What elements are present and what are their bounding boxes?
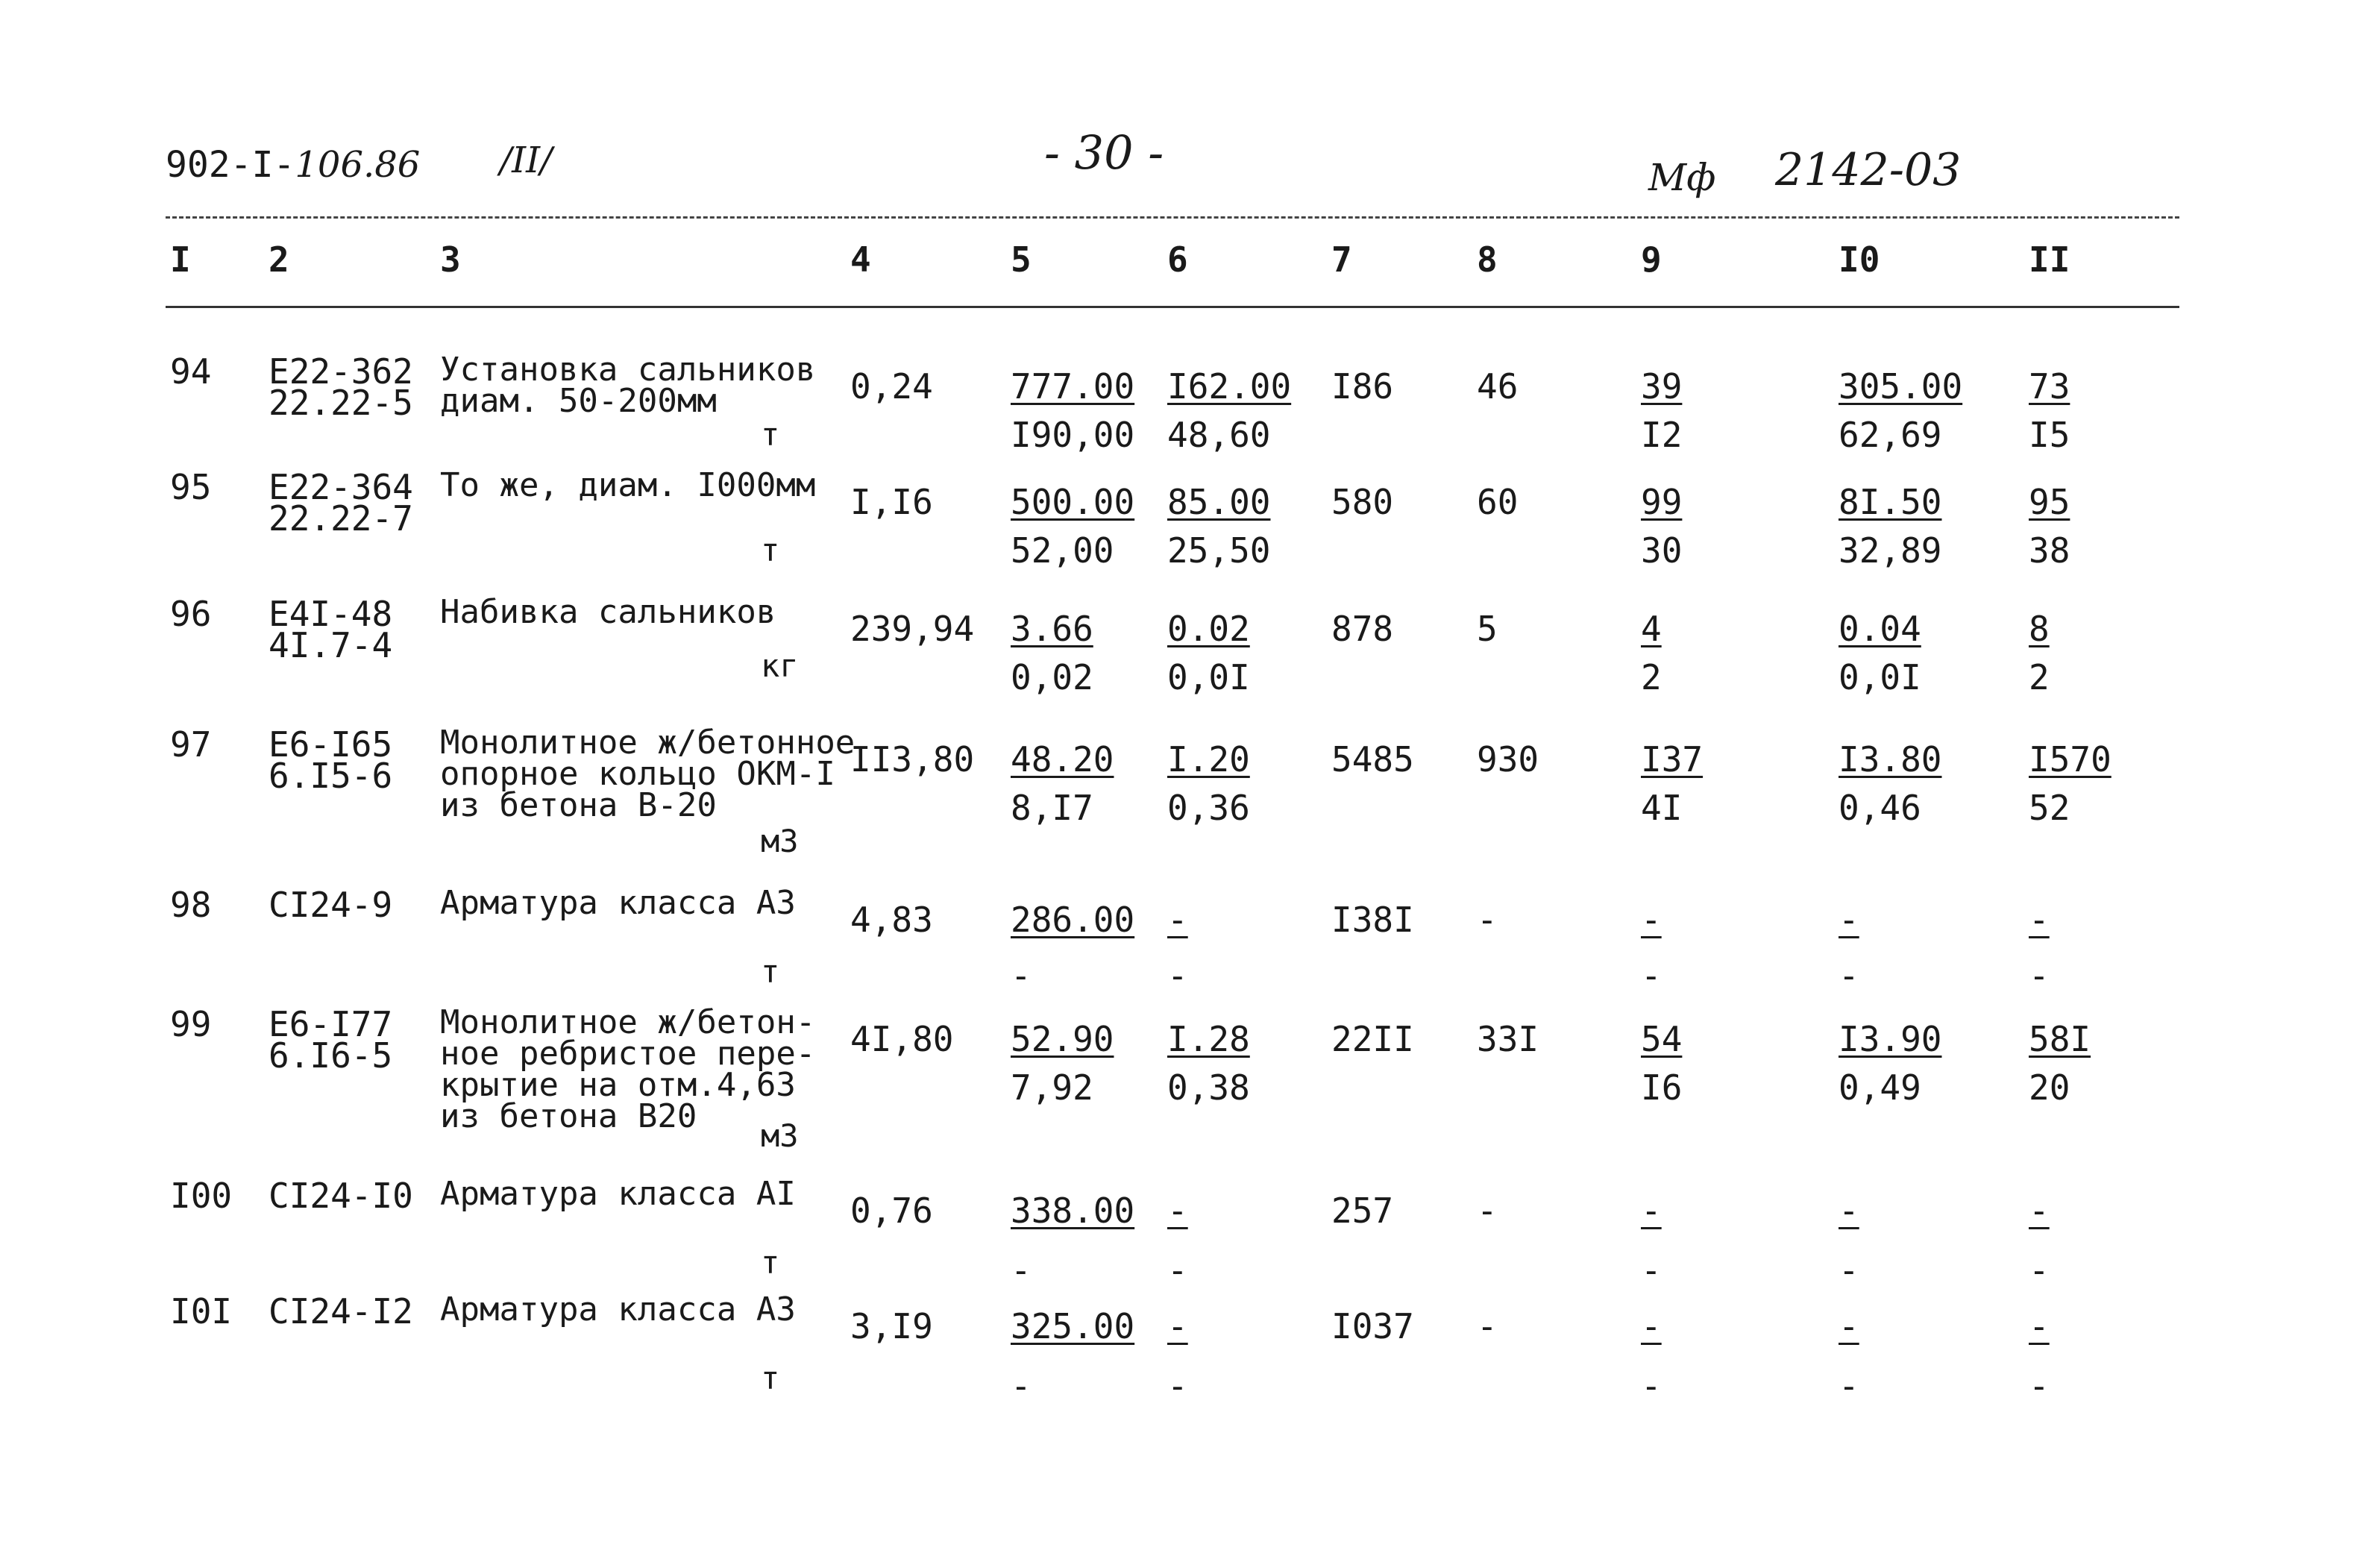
quantity: 0,24 — [850, 366, 933, 407]
quantity: II3,80 — [850, 739, 975, 780]
quantity: 239,94 — [850, 609, 975, 649]
labor-unit: - — [1839, 900, 1859, 940]
total-wages: 33I — [1477, 1019, 1539, 1059]
unit-cost-machines: 0.02 — [1167, 609, 1250, 649]
work-description: Арматура класса А3 — [440, 1290, 796, 1329]
stamp-label: Мф — [1648, 156, 1716, 199]
labor-unit-machinists: - — [1839, 1366, 1859, 1406]
work-description: из бетона В20 — [440, 1097, 697, 1135]
norm-code: Е4I-48 — [269, 594, 393, 634]
document-code-handwritten: 106.86 — [295, 144, 421, 186]
document-code — [166, 144, 421, 186]
page-number: - 30 - — [1044, 125, 1164, 180]
labor-unit-machinists: - — [1839, 956, 1859, 996]
unit-of-measure: т — [761, 1244, 780, 1281]
total-cost: I38I — [1331, 900, 1414, 940]
norm-code-secondary: 6.I5-6 — [269, 756, 393, 796]
unit-cost-machine-wages: - — [1167, 1250, 1188, 1290]
unit-cost-wages: 7,92 — [1011, 1067, 1093, 1108]
column-header: 7 — [1331, 239, 1352, 280]
norm-code-secondary: 22.22-5 — [269, 383, 413, 423]
quantity: 4,83 — [850, 900, 933, 940]
unit-cost-machine-wages: 0,36 — [1167, 788, 1250, 828]
unit-cost-total: 3.66 — [1011, 609, 1093, 649]
quantity: 0,76 — [850, 1191, 933, 1231]
total-wages: 46 — [1477, 366, 1519, 407]
total-machine-wages: 30 — [1641, 530, 1683, 571]
stamp-number: 2142-03 — [1775, 144, 1962, 196]
work-description: Набивка сальников — [440, 593, 776, 631]
labor-total: 95 — [2029, 482, 2070, 522]
row-number: 98 — [170, 885, 212, 925]
work-description: Установка сальников — [440, 351, 816, 389]
total-cost: 580 — [1331, 482, 1394, 522]
quantity: 4I,80 — [850, 1019, 954, 1059]
total-cost: I037 — [1331, 1306, 1414, 1346]
norm-code: Е22-364 — [269, 467, 413, 507]
total-wages: - — [1477, 1191, 1498, 1231]
row-number: I00 — [170, 1176, 233, 1216]
labor-total-machinists: 38 — [2029, 530, 2070, 571]
labor-total: 58I — [2029, 1019, 2091, 1059]
labor-unit: 8I.50 — [1839, 482, 1942, 522]
unit-cost-machine-wages: - — [1167, 956, 1188, 996]
unit-cost-machines: - — [1167, 1191, 1188, 1231]
labor-unit-machinists: 32,89 — [1839, 530, 1942, 571]
unit-cost-machines: 85.00 — [1167, 482, 1271, 522]
total-machines: I37 — [1641, 739, 1704, 780]
work-description: крытие на отм.4,63 — [440, 1066, 796, 1104]
labor-unit: I3.90 — [1839, 1019, 1942, 1059]
unit-cost-machines: I62.00 — [1167, 366, 1292, 407]
total-machine-wages: 4I — [1641, 788, 1683, 828]
total-machines: - — [1641, 1191, 1662, 1231]
unit-cost-total: 500.00 — [1011, 482, 1135, 522]
unit-cost-machine-wages: 48,60 — [1167, 415, 1271, 455]
unit-cost-total: 338.00 — [1011, 1191, 1135, 1231]
section-number: /II/ — [500, 139, 553, 181]
labor-total: 73 — [2029, 366, 2070, 407]
unit-cost-total: 48.20 — [1011, 739, 1114, 780]
unit-cost-total: 52.90 — [1011, 1019, 1114, 1059]
work-description: То же, диам. I000мм — [440, 466, 816, 504]
work-description: ное ребристое пере- — [440, 1035, 816, 1073]
work-description: опорное кольцо ОКМ-I — [440, 755, 835, 793]
row-number: 97 — [170, 724, 212, 765]
total-machines: - — [1641, 900, 1662, 940]
column-header: I0 — [1839, 239, 1880, 280]
labor-total-machinists: 2 — [2029, 657, 2050, 697]
row-number: 99 — [170, 1004, 212, 1044]
work-description: Арматура класса АI — [440, 1175, 796, 1213]
unit-cost-total: 777.00 — [1011, 366, 1135, 407]
labor-total: - — [2029, 900, 2050, 940]
unit-of-measure: кг — [761, 647, 799, 684]
total-machine-wages: I2 — [1641, 415, 1683, 455]
unit-cost-wages: 52,00 — [1011, 530, 1114, 571]
norm-code-secondary: 4I.7-4 — [269, 625, 393, 665]
unit-cost-wages: I90,00 — [1011, 415, 1135, 455]
unit-cost-machines: I.20 — [1167, 739, 1250, 780]
column-header: 9 — [1641, 239, 1662, 280]
unit-of-measure: т — [761, 532, 780, 568]
norm-code-secondary: 6.I6-5 — [269, 1035, 393, 1076]
row-number: 95 — [170, 467, 212, 507]
labor-total: 8 — [2029, 609, 2050, 649]
total-wages: - — [1477, 1306, 1498, 1346]
total-machines: 4 — [1641, 609, 1662, 649]
total-machines: 39 — [1641, 366, 1683, 407]
unit-cost-wages: - — [1011, 1250, 1032, 1290]
unit-of-measure: м3 — [761, 823, 799, 859]
labor-total-machinists: 52 — [2029, 788, 2070, 828]
total-machines: - — [1641, 1306, 1662, 1346]
column-header: 4 — [850, 239, 871, 280]
labor-total: - — [2029, 1306, 2050, 1346]
work-description: диам. 50-200мм — [440, 382, 717, 420]
labor-total-machinists: - — [2029, 1366, 2050, 1406]
unit-cost-wages: - — [1011, 956, 1032, 996]
norm-code: Е22-362 — [269, 351, 413, 392]
labor-total-machinists: - — [2029, 1250, 2050, 1290]
column-header: 5 — [1011, 239, 1032, 280]
labor-unit-machinists: 0,49 — [1839, 1067, 1921, 1108]
work-description: из бетона В-20 — [440, 786, 717, 824]
labor-unit: - — [1839, 1191, 1859, 1231]
labor-unit-machinists: - — [1839, 1250, 1859, 1290]
unit-of-measure: т — [761, 1360, 780, 1396]
total-cost: I86 — [1331, 366, 1394, 407]
document-code-prefix: 902-I- — [166, 144, 295, 186]
labor-total-machinists: 20 — [2029, 1067, 2070, 1108]
norm-code-secondary: 22.22-7 — [269, 498, 413, 539]
unit-cost-machines: - — [1167, 1306, 1188, 1346]
total-machine-wages: I6 — [1641, 1067, 1683, 1108]
header-top-rule — [166, 216, 2179, 219]
total-wages: - — [1477, 900, 1498, 940]
quantity: 3,I9 — [850, 1306, 933, 1346]
unit-cost-total: 286.00 — [1011, 900, 1135, 940]
total-machines: 99 — [1641, 482, 1683, 522]
norm-code: СI24-I0 — [269, 1176, 413, 1216]
column-header: 3 — [440, 239, 461, 280]
unit-cost-machine-wages: 25,50 — [1167, 530, 1271, 571]
total-machine-wages: - — [1641, 1366, 1662, 1406]
norm-code: СI24-I2 — [269, 1291, 413, 1332]
unit-cost-machine-wages: 0,0I — [1167, 657, 1250, 697]
norm-code: Е6-I65 — [269, 724, 393, 765]
labor-unit: I3.80 — [1839, 739, 1942, 780]
total-wages: 5 — [1477, 609, 1498, 649]
work-description: Арматура класса А3 — [440, 884, 796, 922]
unit-cost-machines: I.28 — [1167, 1019, 1250, 1059]
total-machines: 54 — [1641, 1019, 1683, 1059]
total-machine-wages: - — [1641, 1250, 1662, 1290]
unit-cost-machine-wages: - — [1167, 1366, 1188, 1406]
unit-cost-machine-wages: 0,38 — [1167, 1067, 1250, 1108]
work-description: Монолитное ж/бетон- — [440, 1003, 816, 1041]
labor-unit: 305.00 — [1839, 366, 1963, 407]
unit-cost-wages: - — [1011, 1366, 1032, 1406]
labor-unit-machinists: 62,69 — [1839, 415, 1942, 455]
total-machine-wages: 2 — [1641, 657, 1662, 697]
column-header: 2 — [269, 239, 289, 280]
labor-unit-machinists: 0,0I — [1839, 657, 1921, 697]
total-wages: 60 — [1477, 482, 1519, 522]
labor-unit: - — [1839, 1306, 1859, 1346]
work-description: Монолитное ж/бетонное — [440, 724, 855, 762]
row-number: 96 — [170, 594, 212, 634]
unit-of-measure: т — [761, 416, 780, 453]
total-wages: 930 — [1477, 739, 1539, 780]
unit-cost-wages: 8,I7 — [1011, 788, 1093, 828]
row-number: 94 — [170, 351, 212, 392]
header-bottom-rule — [166, 306, 2179, 308]
labor-unit-machinists: 0,46 — [1839, 788, 1921, 828]
quantity: I,I6 — [850, 482, 933, 522]
total-cost: 878 — [1331, 609, 1394, 649]
norm-code: СI24-9 — [269, 885, 393, 925]
unit-of-measure: м3 — [761, 1117, 799, 1154]
norm-code: Е6-I77 — [269, 1004, 393, 1044]
column-header: I — [170, 239, 191, 280]
total-machine-wages: - — [1641, 956, 1662, 996]
column-header: 8 — [1477, 239, 1498, 280]
column-header: 6 — [1167, 239, 1188, 280]
labor-total: I570 — [2029, 739, 2111, 780]
unit-cost-machines: - — [1167, 900, 1188, 940]
labor-unit: 0.04 — [1839, 609, 1921, 649]
total-cost: 5485 — [1331, 739, 1414, 780]
unit-of-measure: т — [761, 953, 780, 990]
unit-cost-total: 325.00 — [1011, 1306, 1135, 1346]
labor-total-machinists: - — [2029, 956, 2050, 996]
total-cost: 257 — [1331, 1191, 1394, 1231]
unit-cost-wages: 0,02 — [1011, 657, 1093, 697]
row-number: I0I — [170, 1291, 233, 1332]
total-cost: 22II — [1331, 1019, 1414, 1059]
labor-total-machinists: I5 — [2029, 415, 2070, 455]
labor-total: - — [2029, 1191, 2050, 1231]
column-header: II — [2029, 239, 2070, 280]
